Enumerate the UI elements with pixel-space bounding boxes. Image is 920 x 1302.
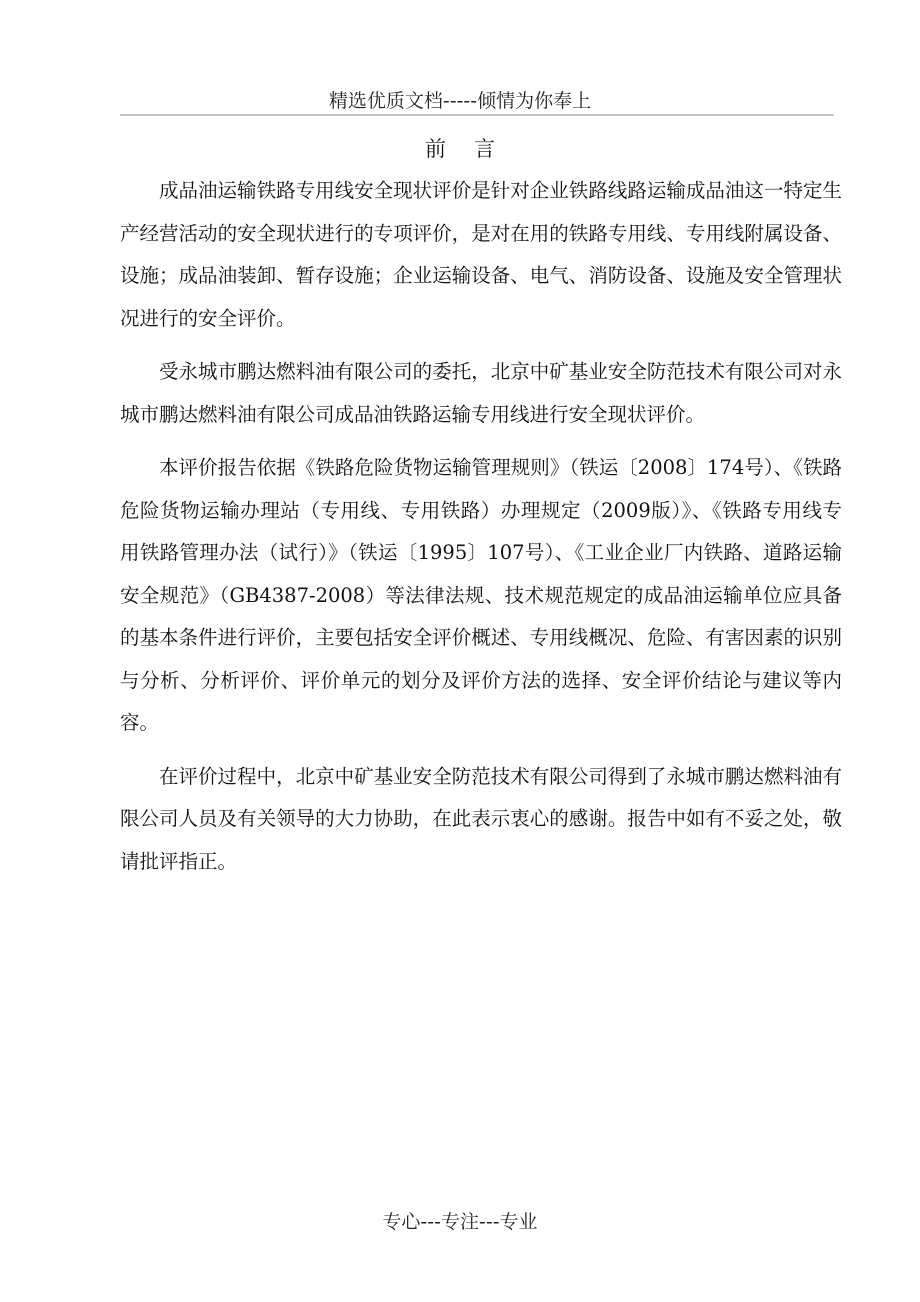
header-divider <box>120 114 834 116</box>
paragraph-basis: 本评价报告依据《铁路危险货物运输管理规则》（铁运〔2008〕174号）、《铁路危险货物运输办理站（专用线、专用铁路）办理规定（2009版）》、《铁路专用线专用铁路管理办法（试行）》（铁运〔1995〕107号）、《工业企业厂内铁路、道路运输安全规范》（GB4387-2008）等法律法规、技术规范规定的成品油运输单位应具备的基本条件进行评价，主要包括安全评价概述、专用线概况、危险、有害因素的识别与分析、分析评价、评价单元的划分及评价方法的选择、安全评价结论与建议等内容。 <box>120 456 842 734</box>
title-char-2: 言 <box>474 137 495 161</box>
document-title <box>0 133 920 163</box>
page-footer: 专心---专注---专业 <box>382 1211 538 1233</box>
title-char-1: 前 <box>425 137 446 161</box>
paragraph-intro: 成品油运输铁路专用线安全现状评价是针对企业铁路线路运输成品油这一特定生产经营活动的安全现状进行的专项评价，是对在用的铁路专用线、专用线附属设备、设施；成品油装卸、暂存设施；企业运输设备、电气、消防设备、设施及安全管理状况进行的安全评价。 <box>120 179 842 330</box>
paragraph-acknowledgement: 在评价过程中，北京中矿基业安全防范技术有限公司得到了永城市鹏达燃料油有限公司人员及有关领导的大力协助，在此表示衷心的感谢。报告中如有不妥之处，敬请批评指正。 <box>120 764 842 873</box>
page-header: 精选优质文档-----倾情为你奉上 <box>328 90 592 112</box>
paragraph-commission: 受永城市鹏达燃料油有限公司的委托，北京中矿基业安全防范技术有限公司对永城市鹏达燃料油有限公司成品油铁路运输专用线进行安全现状评价。 <box>120 360 842 426</box>
document-body <box>120 170 842 894</box>
